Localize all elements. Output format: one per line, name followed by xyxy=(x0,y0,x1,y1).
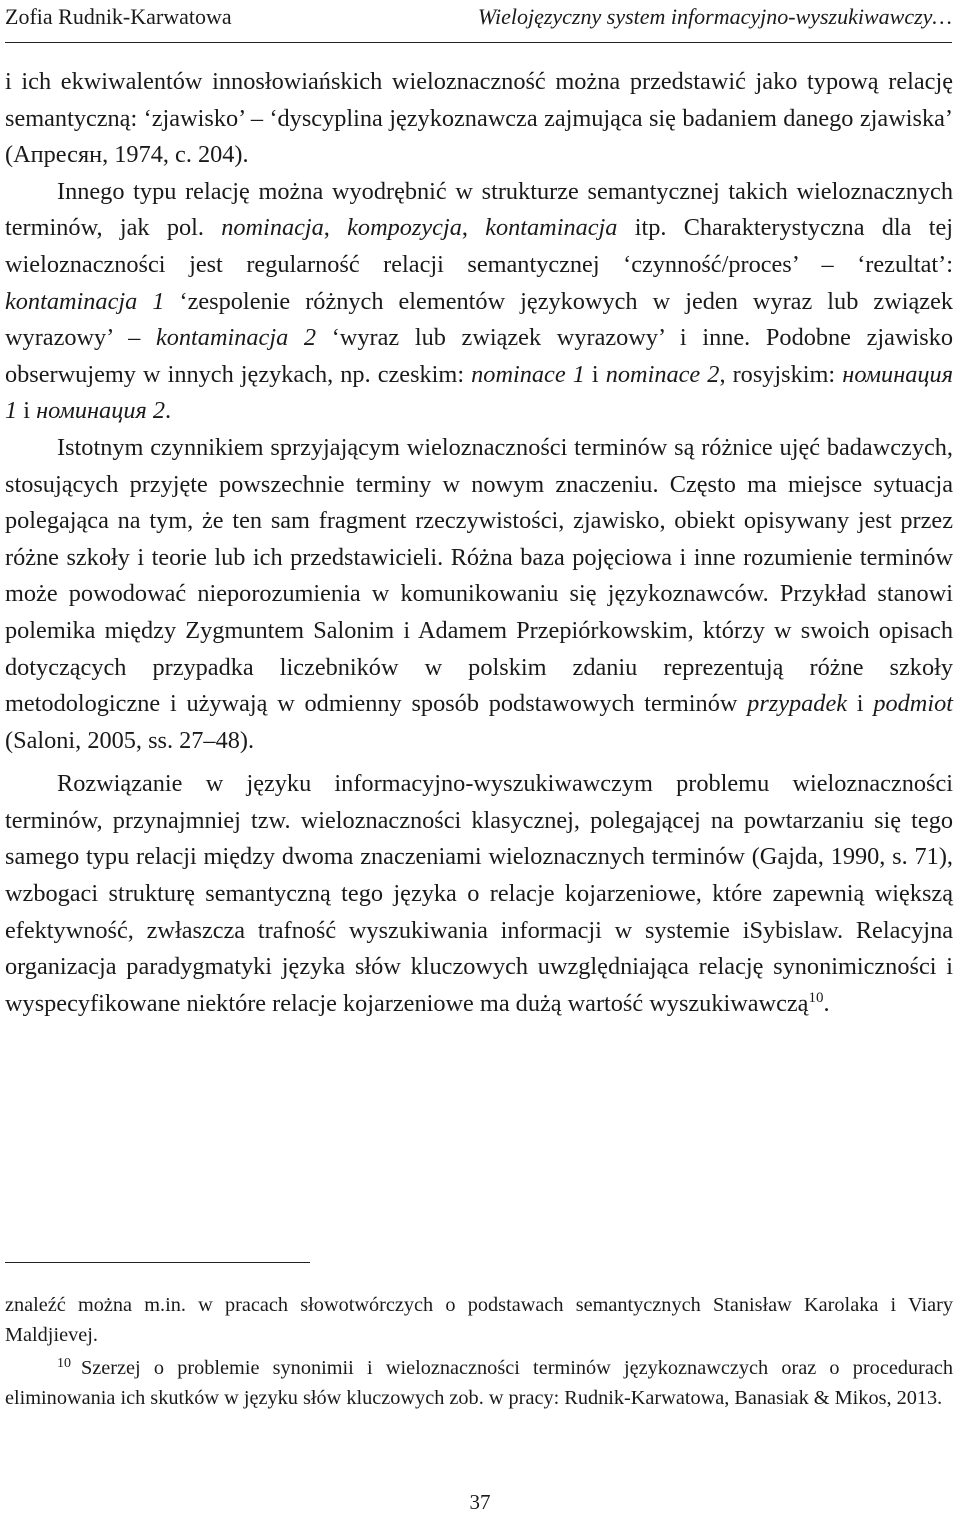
italic-term: podmiot xyxy=(873,690,953,718)
header-divider xyxy=(5,42,952,43)
italic-term: номинация 1 xyxy=(5,360,953,425)
page-number: 37 xyxy=(469,1490,491,1514)
text-run: (Saloni, 2005, ss. 27–48). xyxy=(5,726,255,754)
footnote-text: Szerzej o problemie synonimii i wieloznaczności terminów językoznawczych oraz o procedurach eliminowania ich skutków w języku słów kluczowych zob. w pracy: Rudnik-Karwatowa, Banasiak & Mikos, 2013. xyxy=(5,1357,953,1409)
italic-term: nominacja xyxy=(221,214,324,242)
italic-term: kompozycja xyxy=(347,214,462,242)
footnote-divider xyxy=(5,1262,310,1263)
italic-term: номинация 2 xyxy=(36,397,166,425)
text-run: . xyxy=(823,989,830,1017)
footnotes xyxy=(5,1290,953,1413)
footnote-number: 10 xyxy=(57,1356,71,1371)
text-run: . xyxy=(165,397,172,425)
italic-term: przypadek xyxy=(747,690,848,718)
text-run: ‘zespolenie różnych elementów językowych w jeden wyraz lub związek wyrazowy’ – xyxy=(5,287,953,352)
italic-term: kontaminacja xyxy=(485,214,618,242)
text-run: i xyxy=(584,360,606,388)
footnote-reference[interactable]: 10 xyxy=(808,989,824,1006)
text-run: ‘wyraz lub związek wyrazowy’ i inne. Podobne zjawisko obserwujemy w innych językach, np. czeskim: xyxy=(5,324,953,388)
text-run: itp. Charakterystyczna dla tej wieloznaczności jest regularność relacji semantycznej ‘czynność/proces’ – ‘rezultat’: xyxy=(5,214,953,278)
header-running-title: Wielojęzyczny system informacyjno-wyszukiwawczy… xyxy=(477,4,952,29)
footnote-10 xyxy=(5,1353,953,1413)
paragraph-2 xyxy=(5,174,953,430)
paragraph-3 xyxy=(5,430,953,759)
paragraph-1 xyxy=(5,64,953,174)
text-run: Innego typu relację można wyodrębnić w strukturze semantycznej takich wieloznacznych terminów, jak pol. xyxy=(5,177,953,242)
body-text xyxy=(5,64,953,1022)
italic-term: kontaminacja 1 xyxy=(5,287,165,315)
footnote-continued: znaleźć można m.in. w pracach słowotwórczych o podstawach semantycznych Stanisław Karolaka i Viary Maldjievej. xyxy=(5,1294,953,1346)
running-header xyxy=(5,4,952,32)
header-author: Zofia Rudnik-Karwatowa xyxy=(5,4,232,29)
text-run: , xyxy=(461,214,486,242)
text-run: , rosyjskim: xyxy=(719,360,843,388)
paragraph-4 xyxy=(5,766,953,1022)
italic-term: nominace 1 xyxy=(471,360,585,388)
italic-term: nominace 2 xyxy=(605,360,720,388)
italic-term: kontaminacja 2 xyxy=(155,324,317,352)
text-run: i xyxy=(17,397,37,425)
text-run: , xyxy=(323,214,348,242)
paragraph-1-text: i ich ekwiwalentów innosłowiańskich wieloznaczność można przedstawić jako typową relację semantyczną: ‘zjawisko’ – ‘dyscyplina językoznawcza zajmująca się badaniem danego zjawiska’ (Апресян, 1974, c. 204). xyxy=(5,68,953,169)
text-run: Istotnym czynnikiem sprzyjającym wieloznaczności terminów są różnice ujęć badawczych, stosujących przyjęte powszechnie terminy w nowym znaczeniu. Często ma miejsce sytuacja polegająca na tym, że ten sam fragment rzeczywistości, zjawisko, obiekt opisywany jest przez różne szkoły i teorie lub ich przedstawicieli. Różna baza pojęciowa i inne rozumienie terminów może powodować nieporozumienia w komunikowaniu się językoznawców. Przykład stanowi polemika między Zygmuntem Salonim i Adamem Przepiórkowskim, którzy w swoich opisach dotyczących przypadka liczebników w polskim zdaniu reprezentują różne szkoły metodologiczne i używają w odmienny sposób podstawowych terminów xyxy=(5,433,953,718)
text-run: i xyxy=(847,690,874,718)
text-run: Rozwiązanie w języku informacyjno-wyszukiwawczym problemu wieloznaczności terminów, przynajmniej tzw. wieloznaczności klasycznej, polegającej na powtarzaniu się tego samego typu relacji między dwoma znaczeniami wieloznacznych terminów (Gajda, 1990, s. 71), wzbogaci strukturę semantyczną tego języka o relacje kojarzeniowe, które zapewnią większą efektywność, zwłaszcza trafność wyszukiwania informacji w systemie iSybislaw. Relacyjna organizacja paradygmatyki języka słów kluczowych uwzględniająca relację synonimiczności i wyspecyfikowane niektóre relacje kojarzeniowe ma dużą wartość wyszukiwawczą xyxy=(5,770,953,1017)
